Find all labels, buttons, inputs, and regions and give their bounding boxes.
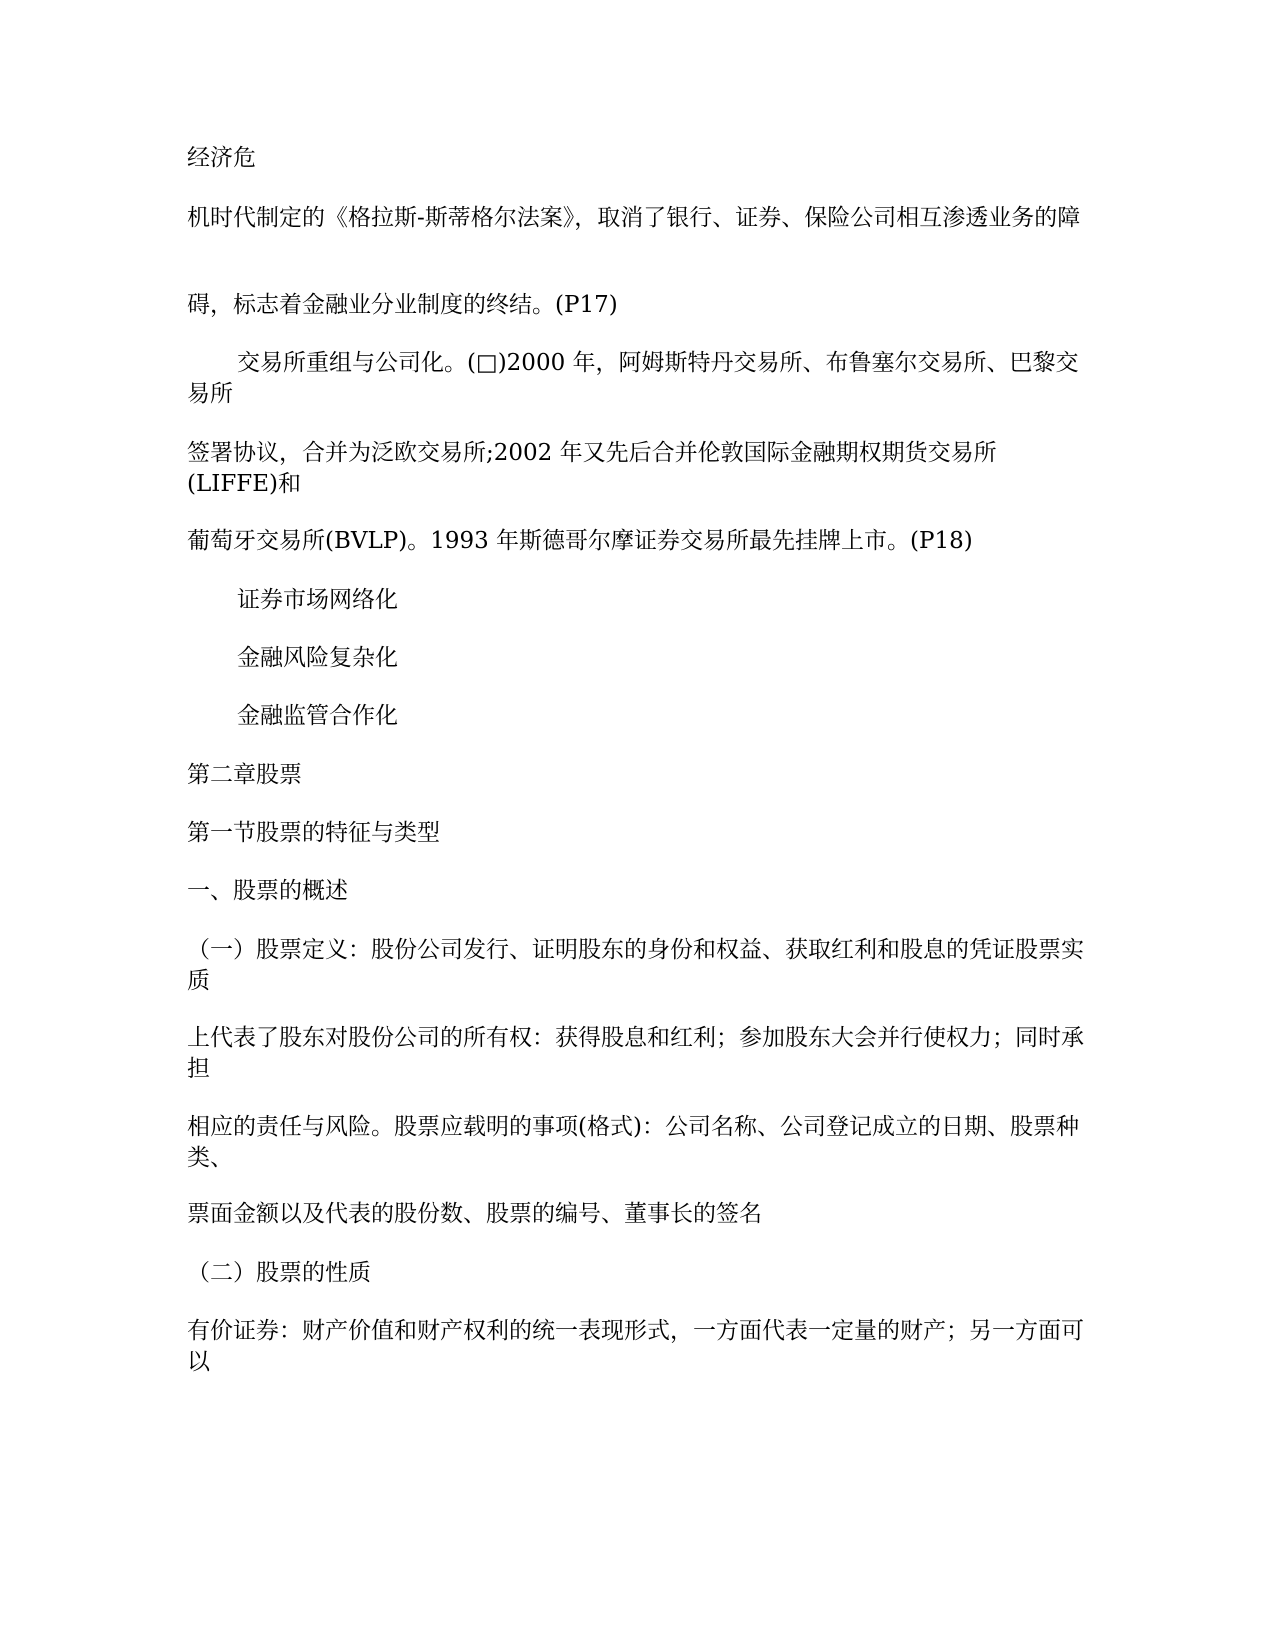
paragraph: 有价证券：财产价值和财产权利的统一表现形式，一方面代表一定量的财产；另一方面可以	[187, 1318, 1084, 1375]
subsection-heading: 一、股票的概述	[187, 878, 348, 904]
paragraph: 机时代制定的《格拉斯-斯蒂格尔法案》，取消了银行、证券、保险公司相互渗透业务的障	[187, 205, 1081, 231]
paragraph: 金融风险复杂化	[237, 645, 398, 671]
paragraph: 证券市场网络化	[237, 587, 398, 613]
paragraph: （一）股票定义：股份公司发行、证明股东的身份和权益、获取红利和股息的凭证股票实质	[187, 937, 1084, 994]
subsection-heading: （二）股票的性质	[187, 1260, 371, 1286]
paragraph: 相应的责任与风险。股票应载明的事项(格式)：公司名称、公司登记成立的日期、股票种类、	[187, 1114, 1079, 1171]
paragraph: 上代表了股东对股份公司的所有权：获得股息和红利；参加股东大会并行使权力；同时承担	[187, 1025, 1084, 1082]
paragraph: 金融监管合作化	[237, 703, 398, 729]
paragraph: 交易所重组与公司化。(□)2000 年，阿姆斯特丹交易所、布鲁塞尔交易所、巴黎交易所	[187, 350, 1079, 407]
paragraph: 签署协议，合并为泛欧交易所;2002 年又先后合并伦敦国际金融期权期货交易所(LIFFE)和	[187, 440, 997, 497]
paragraph: 票面金额以及代表的股份数、股票的编号、董事长的签名	[187, 1201, 762, 1227]
paragraph: 经济危	[187, 145, 256, 171]
paragraph: 葡萄牙交易所(BVLP)。1993 年斯德哥尔摩证券交易所最先挂牌上市。(P18)	[187, 528, 973, 554]
section-heading: 第一节股票的特征与类型	[187, 820, 440, 846]
paragraph: 碍，标志着金融业分业制度的终结。(P17)	[187, 292, 618, 318]
chapter-heading: 第二章股票	[187, 762, 302, 788]
